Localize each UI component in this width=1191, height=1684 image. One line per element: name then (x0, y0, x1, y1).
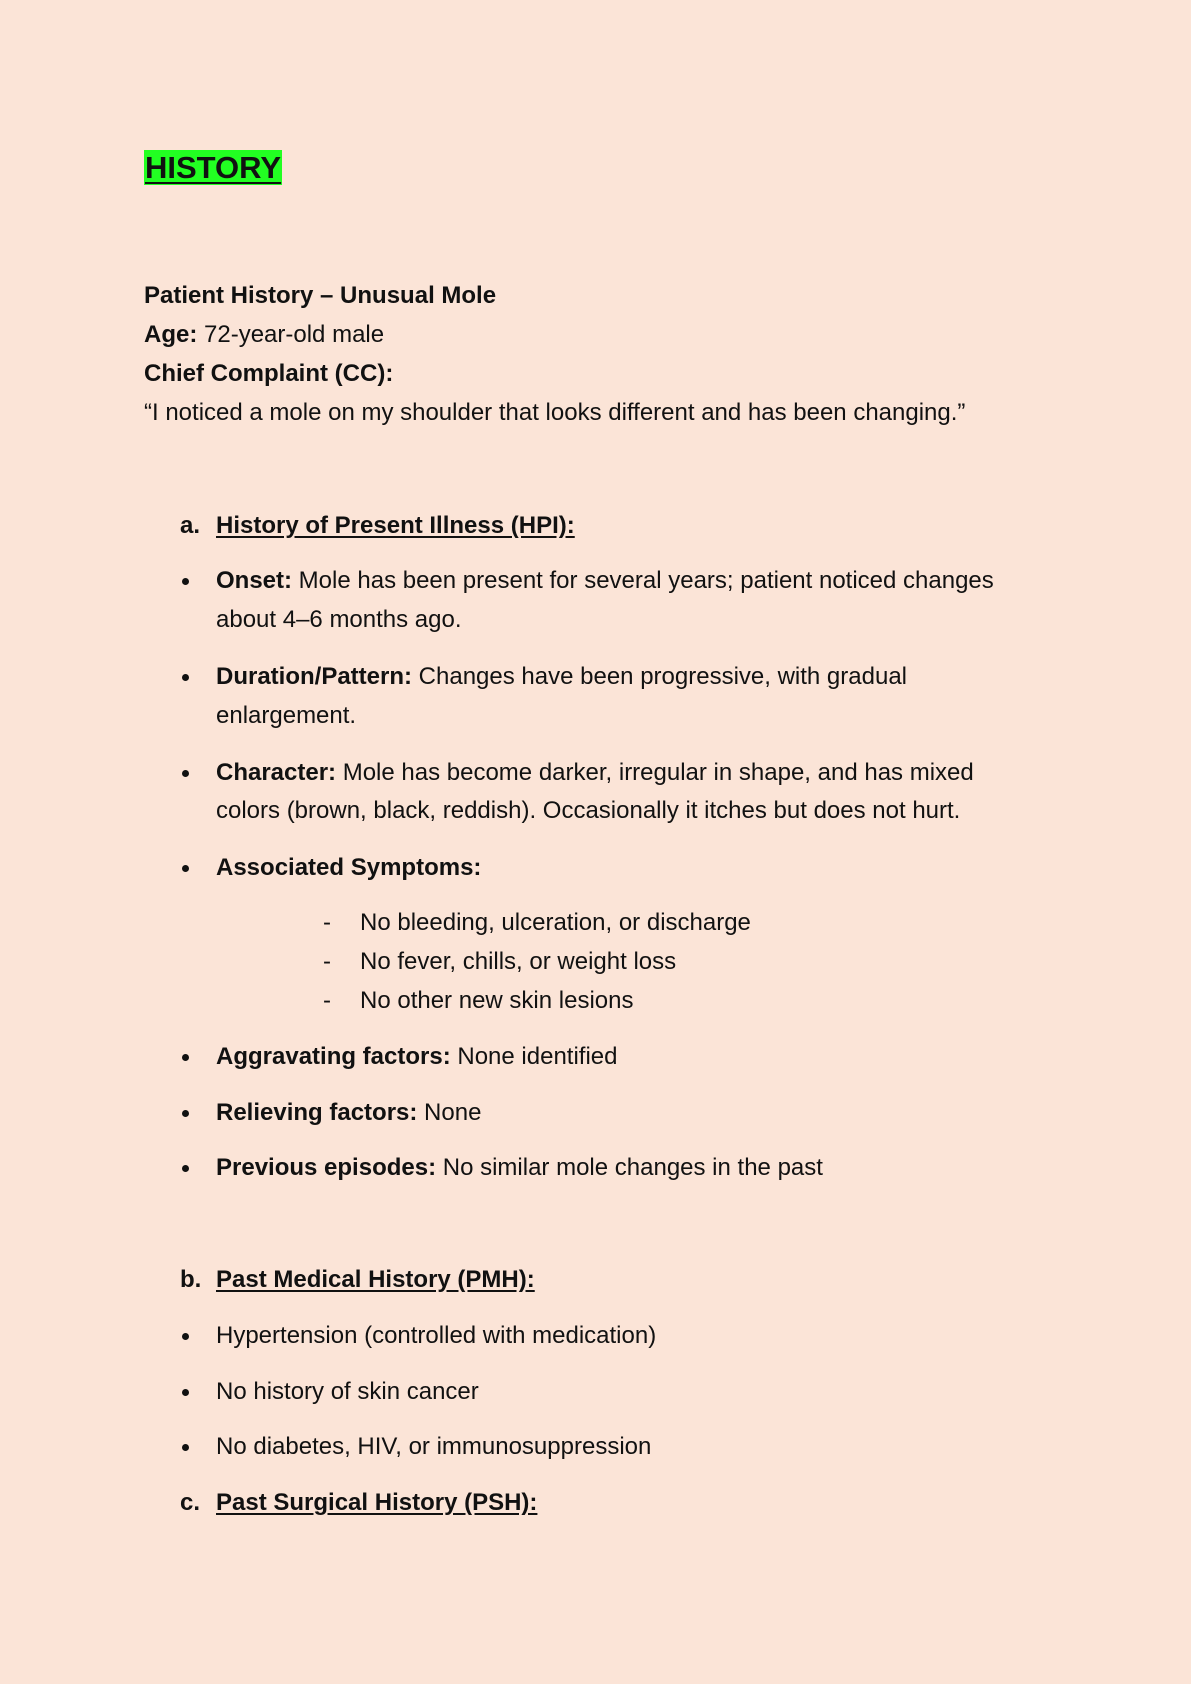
chief-complaint-label: Chief Complaint (CC): (144, 360, 394, 387)
hpi-item-text: None identified (450, 1043, 618, 1070)
hpi-item-text: Changes have been progressive, with gradual (412, 663, 907, 690)
age-line (144, 315, 384, 355)
bullet-icon (182, 1110, 189, 1117)
pmh-item: No history of skin cancer (216, 1378, 479, 1405)
bullet-icon (182, 865, 189, 872)
pmh-section-title: Past Medical History (PMH): (216, 1266, 535, 1293)
age-label: Age: (144, 321, 198, 348)
hpi-item-label: Duration/Pattern: (216, 663, 413, 690)
bullet-icon (182, 1165, 189, 1172)
hpi-item-onset-cont: about 4–6 months ago. (216, 606, 462, 633)
page-title (144, 146, 282, 190)
hpi-item-character-cont: colors (brown, black, reddish). Occasionally it itches but does not hurt. (216, 797, 961, 824)
bullet-icon (182, 1389, 189, 1396)
hpi-item-label: Aggravating factors: (216, 1043, 451, 1070)
pmh-section-letter: b. (180, 1266, 202, 1293)
bullet-icon (182, 578, 189, 585)
hpi-item-text: Mole has been present for several years; patient noticed changes (292, 567, 994, 594)
pmh-item: Hypertension (controlled with medication) (216, 1322, 657, 1349)
hpi-item-previous (216, 1148, 823, 1188)
hpi-section-title: History of Present Illness (HPI): (216, 512, 575, 539)
hpi-item-label: Previous episodes: (216, 1154, 437, 1181)
psh-section-title: Past Surgical History (PSH): (216, 1489, 538, 1516)
hpi-item-onset (216, 561, 994, 601)
assoc-item: No fever, chills, or weight loss (360, 948, 677, 975)
hpi-item-label: Relieving factors: (216, 1099, 418, 1126)
hpi-item-label: Onset: (216, 567, 293, 594)
dash-marker: - (323, 909, 331, 936)
chief-complaint-quote: “I noticed a mole on my shoulder that looks different and has been changing.” (144, 399, 966, 426)
hpi-item-text: None (417, 1099, 482, 1126)
bullet-icon (182, 1444, 189, 1451)
assoc-item: No other new skin lesions (360, 987, 634, 1014)
bullet-icon (182, 1333, 189, 1340)
hpi-item-aggravating (216, 1037, 617, 1077)
hpi-item-duration-cont: enlargement. (216, 702, 357, 729)
page-title-text: HISTORY (145, 150, 282, 185)
dash-marker: - (323, 948, 331, 975)
dash-marker: - (323, 987, 331, 1014)
hpi-item-text: No similar mole changes in the past (436, 1154, 823, 1181)
hpi-section-letter: a. (180, 512, 201, 539)
bullet-icon (182, 770, 189, 777)
age-value: 72-year-old male (197, 321, 385, 348)
hpi-item-text: Mole has become darker, irregular in shape, and has mixed (336, 759, 974, 786)
bullet-icon (182, 1054, 189, 1061)
patient-history-title: Patient History – Unusual Mole (144, 282, 497, 309)
assoc-item: No bleeding, ulceration, or discharge (360, 909, 751, 936)
hpi-item-label: Associated Symptoms: (216, 854, 482, 881)
hpi-item-label: Character: (216, 759, 337, 786)
hpi-item-relieving (216, 1093, 481, 1133)
hpi-item-duration (216, 657, 907, 697)
hpi-item-character (216, 753, 974, 793)
hpi-item-associated (216, 848, 481, 888)
pmh-item: No diabetes, HIV, or immunosuppression (216, 1433, 652, 1460)
bullet-icon (182, 674, 189, 681)
psh-section-letter: c. (180, 1489, 201, 1516)
